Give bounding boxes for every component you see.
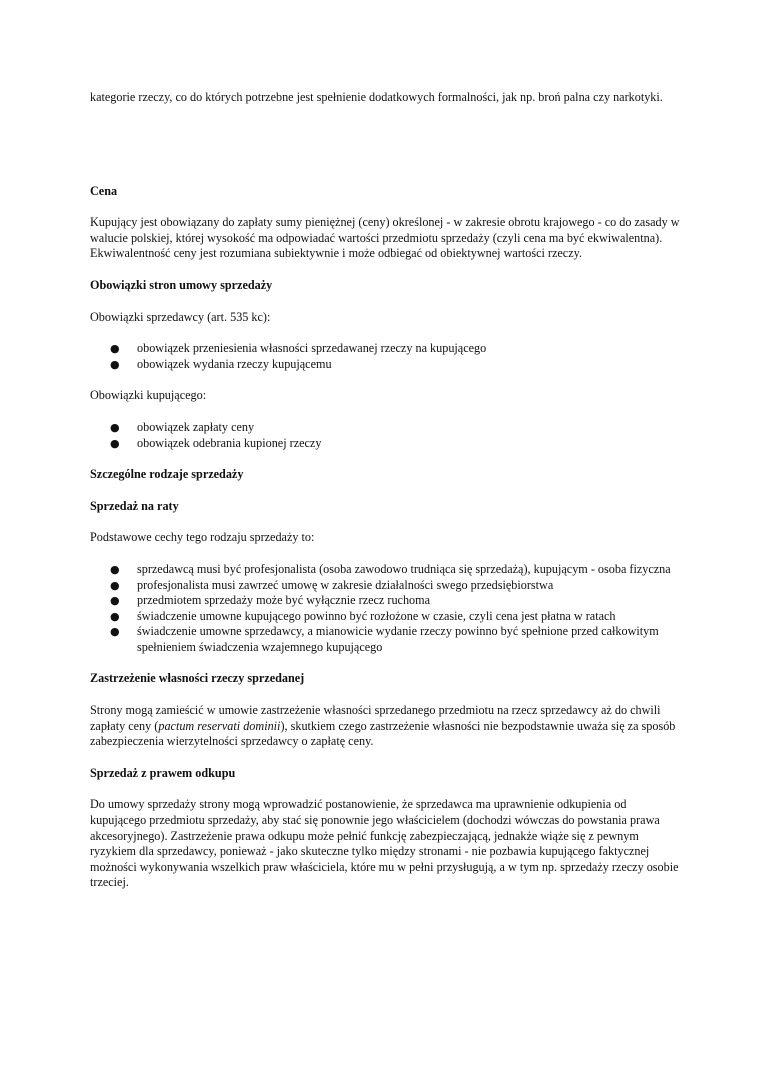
intro-paragraph: kategorie rzeczy, co do których potrzebne jest spełnienie dodatkowych formalności, jak np. broń palna czy narkotyki.	[90, 90, 663, 104]
bullet-icon: ●	[110, 625, 120, 639]
list-item: ● obowiązek zapłaty ceny	[110, 419, 255, 434]
heading-prawo-odkupu: Sprzedaż z prawem odkupu	[90, 765, 236, 780]
list-obowiazki-kupujacego	[90, 420, 680, 451]
heading-szczegolne-rodzaje: Szczególne rodzaje sprzedaży	[90, 467, 244, 482]
list-item: ● sprzedawcą musi być profesjonalista (osoba zawodowo trudniąca się sprzedażą), kupującym - osoba fizyczna	[110, 561, 671, 576]
bullet-icon: ●	[110, 578, 120, 592]
bullet-icon: ●	[110, 594, 120, 608]
list-item: ● obowiązek przeniesienia własności sprzedawanej rzeczy na kupującego	[110, 341, 487, 356]
list-item: ● przedmiotem sprzedaży może być wyłącznie rzecz ruchoma	[110, 593, 431, 608]
list-item: ● świadczenie umowne sprzedawcy, a mianowicie wydanie rzeczy powinno być spełnione przed całkowitym spełnieniem świadczenia wzajemnego kupującego	[110, 624, 659, 654]
heading-sprzedaz-na-raty: Sprzedaż na raty	[90, 498, 179, 513]
bullet-icon: ●	[110, 357, 120, 371]
list-item: ● profesjonalista musi zawrzeć umowę w zakresie działalności swego przedsiębiorstwa	[110, 577, 554, 592]
paragraph-raty-intro: Podstawowe cechy tego rodzaju sprzedaży to:	[90, 530, 315, 545]
list-cechy-raty	[90, 562, 680, 656]
paragraph-zastrzezenie: Strony mogą zamieścić w umowie zastrzeżenie własności sprzedanego przedmiotu na rzecz sprzedawcy aż do chwili zapłaty ceny (pactum reservati dominii), skutkiem czego zastrzeżenie własności nie bezpodstawnie uważa się za sposób zabezpieczenia wierzytelności sprzedawcy o zapłatę ceny.	[90, 703, 676, 749]
list-item: ● obowiązek wydania rzeczy kupującemu	[110, 356, 332, 371]
bullet-icon: ●	[110, 562, 120, 576]
list-item: ● świadczenie umowne kupującego powinno być rozłożone w czasie, czyli cena jest płatna w ratach	[110, 608, 616, 623]
bullet-icon: ●	[110, 420, 120, 434]
heading-obowiazki: Obowiązki stron umowy sprzedaży	[90, 277, 273, 292]
label-obowiazki-sprzedawcy: Obowiązki sprzedawcy (art. 535 kc):	[90, 309, 271, 324]
bullet-icon: ●	[110, 342, 120, 356]
heading-cena: Cena	[90, 183, 118, 198]
bullet-icon: ●	[110, 436, 120, 450]
list-obowiazki-sprzedawcy	[90, 341, 680, 372]
list-item: ● obowiązek odebrania kupionej rzeczy	[110, 435, 322, 450]
label-obowiazki-kupujacego: Obowiązki kupującego:	[90, 388, 207, 403]
bullet-icon: ●	[110, 609, 120, 623]
paragraph-cena: Kupujący jest obowiązany do zapłaty sumy pieniężnej (ceny) określonej - w zakresie obrotu krajowego - co do zasady w walucie polskiej, której wysokość ma odpowiadać wartości przedmiotu sprzedaży (czyli cena ma być ekwiwalentna). Ekwiwalentność ceny jest rozumiana subiektywnie i może odbiegać od obiektywnej wartości rzeczy.	[90, 215, 680, 261]
document-page	[90, 90, 680, 891]
latin-term: pactum reservati dominii	[158, 718, 281, 733]
heading-zastrzezenie: Zastrzeżenie własności rzeczy sprzedanej	[90, 671, 305, 686]
paragraph-prawo-odkupu: Do umowy sprzedaży strony mogą wprowadzić postanowienie, że sprzedawca ma uprawnienie odkupienia od kupującego przedmiotu sprzedaży, aby stać się ponownie jego właścicielem (dochodzi wówczas do powstania prawa akcesoryjnego). Zastrzeżenie prawa odkupu może pełnić funkcję zabezpieczającą, jednakże wiąże się z pewnym ryzykiem dla sprzedawcy, ponieważ - jako skuteczne tylko między stronami - nie pozbawia kupującego faktycznej możności wykonywania wszelkich praw właściciela, które mu w pełni przysługują, a w tym np. sprzedaży rzeczy osobie trzeciej.	[90, 797, 679, 890]
